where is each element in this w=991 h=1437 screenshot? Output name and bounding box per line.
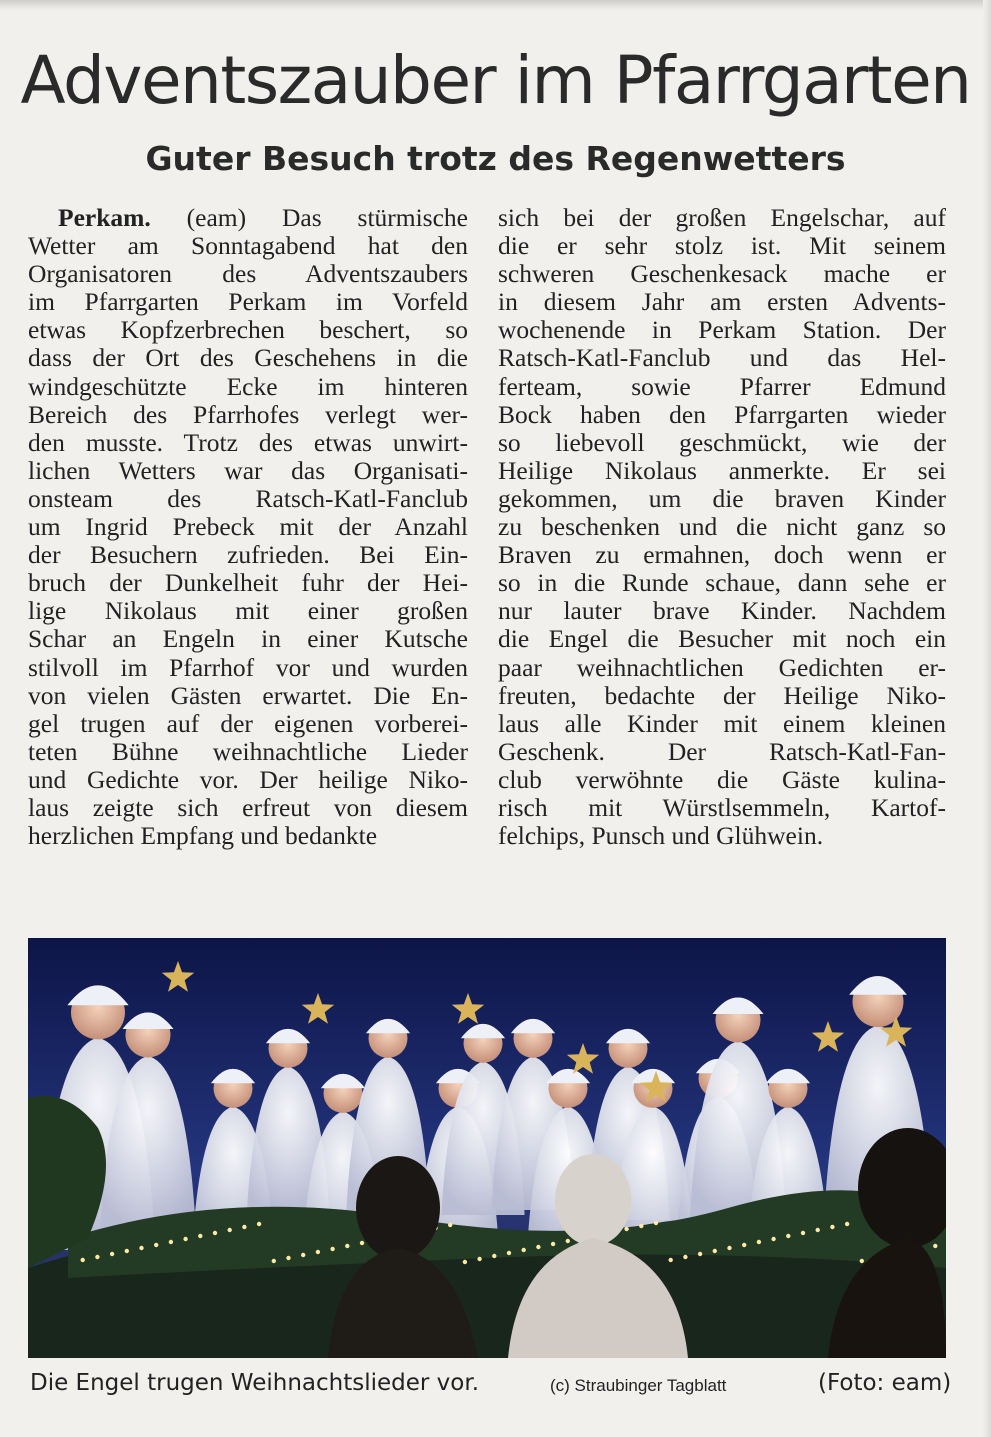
article-line: club verwöhnte die Gäste kulina- xyxy=(498,765,946,794)
article-line: in diesem Jahr am ersten Advents- xyxy=(498,288,946,317)
article-line: etwas Kopfzerbrechen beschert, so xyxy=(28,316,468,345)
article-line: lichen Wetters war das Organisati- xyxy=(28,456,468,485)
article-line: gekommen, um die braven Kinder xyxy=(498,484,946,513)
photo-credit: (Foto: eam) xyxy=(818,1370,952,1396)
article-line: die Engel die Besucher mit noch ein xyxy=(498,625,946,654)
article-line: und Gedichte vor. Der heilige Niko- xyxy=(28,765,468,794)
article-line: dass der Ort des Geschehens in die xyxy=(28,344,468,373)
article-line: Ratsch-Katl-Fanclub und das Hel- xyxy=(498,344,946,373)
publisher-credit: (c) Straubinger Tagblatt xyxy=(550,1376,727,1395)
scan-top-edge xyxy=(0,0,991,10)
article-line: paar weihnachtlichen Gedichten er- xyxy=(498,653,946,682)
article-line: zu beschenken und die nicht ganz so xyxy=(498,513,946,542)
article-line: Wetter am Sonntagabend hat den xyxy=(28,232,468,261)
article-line: felchips, Punsch und Glühwein. xyxy=(498,822,824,851)
article-line: den musste. Trotz des etwas unwirt- xyxy=(28,428,468,457)
article-line: im Pfarrgarten Perkam im Vorfeld xyxy=(28,288,468,317)
scan-right-edge xyxy=(983,0,991,1437)
angels-choir-photo-icon xyxy=(28,938,946,1358)
article-line: Geschenk. Der Ratsch-Katl-Fan- xyxy=(498,737,946,766)
article-line: freuten, bedachte der Heilige Niko- xyxy=(498,681,946,710)
subheadline: Guter Besuch trotz des Regenwetters xyxy=(145,139,846,178)
article-line: der Besuchern zufrieden. Bei Ein- xyxy=(28,541,468,570)
article-line: schweren Geschenkesack mache er xyxy=(498,260,946,289)
article-photo xyxy=(28,938,946,1358)
headline: Adventszauber im Pfarrgarten xyxy=(20,42,971,119)
photo-caption: Die Engel trugen Weihnachtslieder vor. xyxy=(30,1370,480,1396)
article-line: windgeschützte Ecke im hinteren xyxy=(28,372,468,401)
article-line: Bereich des Pfarrhofes verlegt wer- xyxy=(28,400,468,429)
article-line: Heilige Nikolaus anmerkte. Er sei xyxy=(498,456,946,485)
article-line: Bock haben den Pfarrgarten wieder xyxy=(498,400,946,429)
article-line: sich bei der großen Engelschar, auf xyxy=(498,204,946,232)
article-line: Schar an Engeln in einer Kutsche xyxy=(28,625,468,654)
article-line: nur lauter brave Kinder. Nachdem xyxy=(498,597,946,626)
article-line: von vielen Gästen erwartet. Die En- xyxy=(28,681,468,710)
article-line: Organisatoren des Adventszaubers xyxy=(28,260,468,289)
article-column-left xyxy=(28,204,468,850)
article-line xyxy=(28,204,468,232)
article-line: lige Nikolaus mit einer großen xyxy=(28,597,468,626)
article-line: herzlichen Empfang und bedankte xyxy=(28,822,378,851)
article-line: gel trugen auf der eigenen vorberei- xyxy=(28,709,468,738)
article-line: wochenende in Perkam Station. Der xyxy=(498,316,946,345)
article-line: stilvoll im Pfarrhof vor und wurden xyxy=(28,653,468,682)
article-line: risch mit Würstlsemmeln, Kartof- xyxy=(498,793,946,822)
article-line: teten Bühne weihnachtliche Lieder xyxy=(28,737,468,766)
article-line: ferteam, sowie Pfarrer Edmund xyxy=(498,372,946,401)
article-line: onsteam des Ratsch-Katl-Fanclub xyxy=(28,484,468,513)
article-column-right xyxy=(498,204,946,850)
article-line-text: (eam) Das stürmische xyxy=(150,204,468,232)
article-line: Braven zu ermahnen, doch wenn er xyxy=(498,541,946,570)
article-line: so liebevoll geschmückt, wie der xyxy=(498,428,946,457)
article-line: so in die Runde schaue, dann sehe er xyxy=(498,569,946,598)
article-line: laus alle Kinder mit einem kleinen xyxy=(498,709,946,738)
article-line: laus zeigte sich erfreut von diesem xyxy=(28,793,468,822)
article-line: um Ingrid Prebeck mit der Anzahl xyxy=(28,513,468,542)
dateline: Perkam. xyxy=(58,204,151,232)
article-line: bruch der Dunkelheit fuhr der Hei- xyxy=(28,569,468,598)
article-line: die er sehr stolz ist. Mit seinem xyxy=(498,232,946,261)
